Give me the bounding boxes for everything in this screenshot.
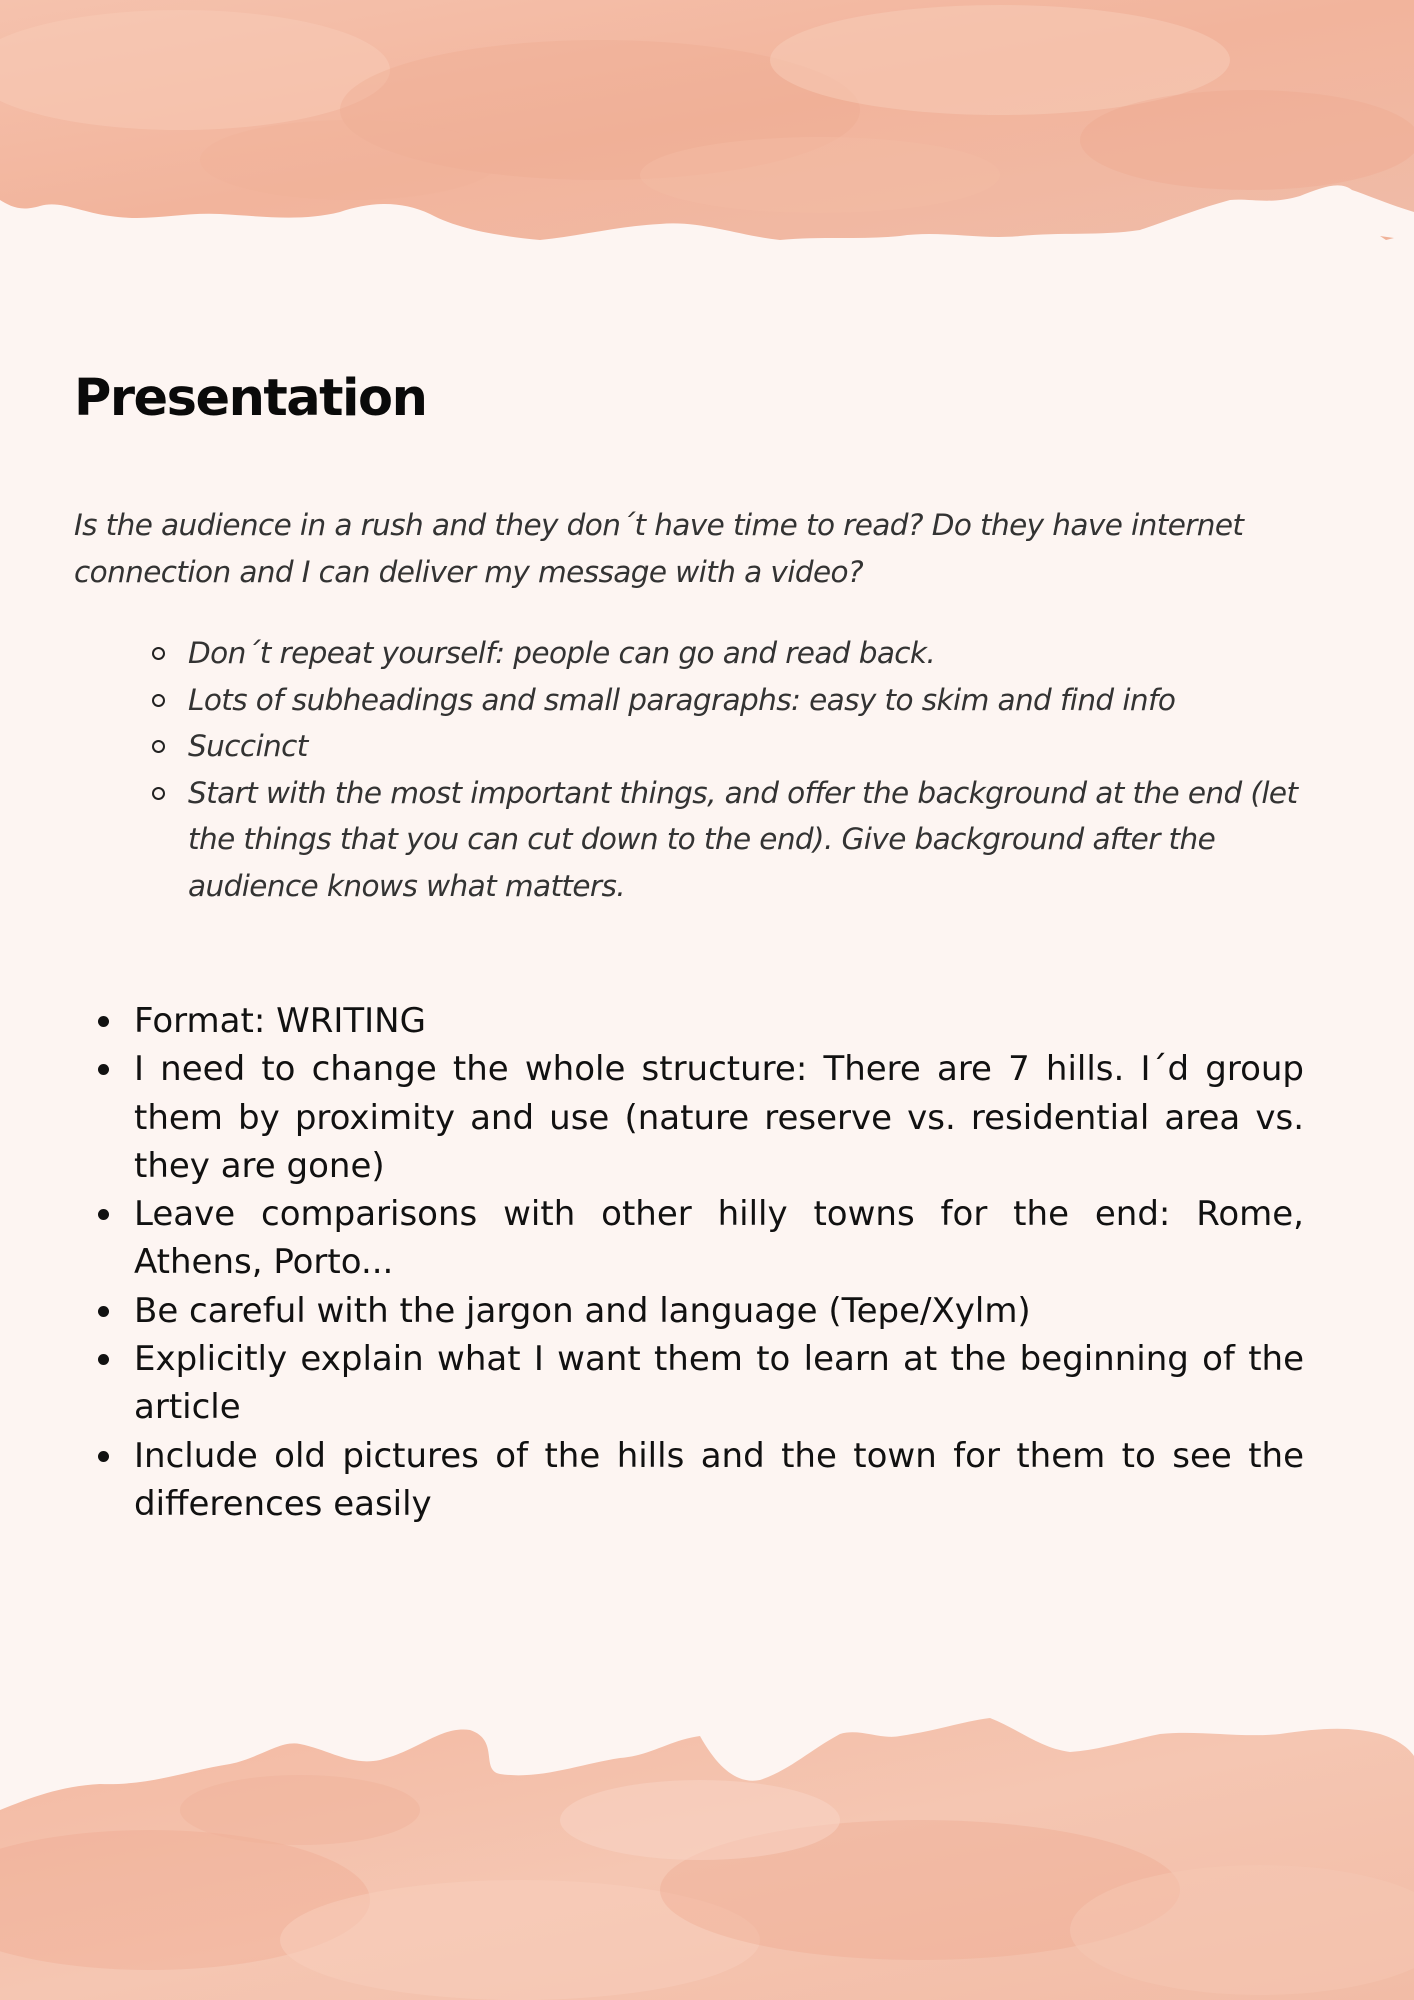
note-text: Be careful with the jargon and language (Tepe/Xylm): [134, 1290, 1031, 1331]
tip-text: Don´t repeat yourself: people can go and read back.: [188, 636, 936, 670]
bullet-icon: [98, 1064, 109, 1075]
tip-text: Start with the most important things, and offer the background at the end (let the things that you can cut down to the end). Give background after the audience knows what matters.: [188, 775, 1298, 903]
bullet-icon: [98, 1209, 109, 1220]
note-text: Leave comparisons with other hilly towns for the end: Rome, Athens, Porto...: [134, 1194, 1304, 1283]
intro-question: Is the audience in a rush and they don´t have time to read? Do they have internet connection and I can deliver my message with a video?: [74, 508, 1244, 589]
note-text: Include old pictures of the hills and the town for them to see the differences easily: [134, 1435, 1304, 1524]
bullet-icon: [98, 1016, 109, 1027]
bullet-icon: [98, 1354, 109, 1365]
note-item: [74, 1287, 1304, 1335]
tip-text: Lots of subheadings and small paragraphs: easy to skim and find info: [188, 682, 1176, 717]
circle-bullet-icon: [152, 647, 165, 660]
circle-bullet-icon: [152, 694, 165, 707]
tip-item: [74, 770, 1339, 910]
watercolor-top-border: [0, 0, 1414, 260]
circle-bullet-icon: [152, 787, 165, 800]
note-item: [74, 1335, 1304, 1432]
tip-item: [74, 630, 1339, 677]
note-text: Format: WRITING: [134, 1001, 426, 1041]
note-item: [74, 1045, 1304, 1190]
bullet-icon: [98, 1451, 109, 1462]
notes-list: [74, 997, 1304, 1528]
bullet-icon: [98, 1306, 109, 1317]
note-item: [74, 1190, 1304, 1287]
note-text: I need to change the whole structure: There are 7 hills. I´d group them by proximity and use (nature reserve vs. residential area vs. they are gone): [134, 1049, 1304, 1186]
tips-list: [74, 630, 1339, 909]
note-text: Explicitly explain what I want them to learn at the beginning of the article: [134, 1339, 1304, 1428]
tip-text: Succinct: [188, 729, 308, 763]
tip-item: [74, 677, 1339, 724]
tip-item: [74, 723, 1339, 770]
watercolor-bottom-border: [0, 1700, 1414, 2000]
note-item: [74, 1432, 1304, 1529]
circle-bullet-icon: [152, 740, 165, 753]
note-item: [74, 997, 1304, 1045]
page-title: Presentation: [74, 369, 427, 428]
